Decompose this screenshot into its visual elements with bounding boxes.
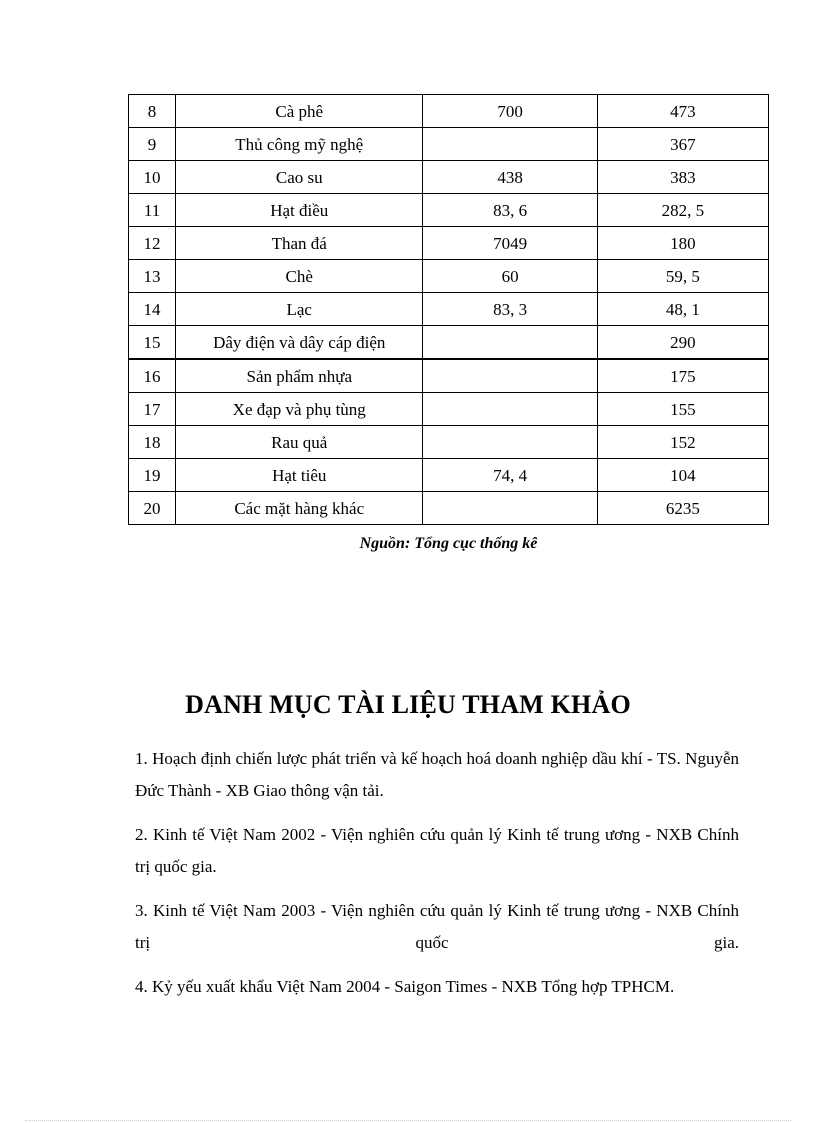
value-2: 175 — [597, 359, 768, 393]
product-name: Rau quả — [176, 426, 423, 459]
product-name: Lạc — [176, 293, 423, 326]
row-number: 12 — [129, 227, 176, 260]
table-row — [129, 260, 769, 293]
table-row — [129, 326, 769, 360]
product-name: Các mặt hàng khác — [176, 492, 423, 525]
table-source-note: Nguồn: Tổng cục thống kê — [359, 535, 538, 552]
row-number: 15 — [129, 326, 176, 360]
table-row — [129, 359, 769, 393]
row-number: 19 — [129, 459, 176, 492]
row-number: 9 — [129, 128, 176, 161]
value-1: 83, 6 — [423, 194, 597, 227]
value-2: 104 — [597, 459, 768, 492]
product-name: Sản phẩm nhựa — [176, 359, 423, 393]
value-1: 7049 — [423, 227, 597, 260]
value-1 — [423, 393, 597, 426]
value-2: 367 — [597, 128, 768, 161]
product-name: Cao su — [176, 161, 423, 194]
value-1: 438 — [423, 161, 597, 194]
value-1: 74, 4 — [423, 459, 597, 492]
table-row — [129, 227, 769, 260]
value-2: 473 — [597, 95, 768, 128]
reference-item: 1. Hoạch định chiến lược phát triển và kế hoạch hoá doanh nghiệp dầu khí - TS. Nguyễn Đức Thành - XB Giao thông vận tải. — [135, 749, 739, 800]
table-row — [129, 128, 769, 161]
table-row — [129, 161, 769, 194]
row-number: 11 — [129, 194, 176, 227]
value-2: 290 — [597, 326, 768, 360]
value-1: 83, 3 — [423, 293, 597, 326]
value-2: 152 — [597, 426, 768, 459]
reference-item: 4. Kỷ yếu xuất khẩu Việt Nam 2004 - Saigon Times - NXB Tổng hợp TPHCM. — [135, 977, 675, 996]
value-2: 59, 5 — [597, 260, 768, 293]
value-2: 180 — [597, 227, 768, 260]
table-row — [129, 95, 769, 128]
row-number: 16 — [129, 359, 176, 393]
row-number: 13 — [129, 260, 176, 293]
product-name: Thủ công mỹ nghệ — [176, 128, 423, 161]
value-2: 155 — [597, 393, 768, 426]
table-row — [129, 459, 769, 492]
export-table — [128, 94, 769, 525]
value-1 — [423, 326, 597, 360]
references-heading: DANH MỤC TÀI LIỆU THAM KHẢO — [185, 690, 631, 719]
row-number: 20 — [129, 492, 176, 525]
product-name: Than đá — [176, 227, 423, 260]
table-row — [129, 426, 769, 459]
value-1 — [423, 492, 597, 525]
row-number: 14 — [129, 293, 176, 326]
value-1 — [423, 359, 597, 393]
row-number: 10 — [129, 161, 176, 194]
value-1 — [423, 128, 597, 161]
product-name: Hạt điều — [176, 194, 423, 227]
value-1: 700 — [423, 95, 597, 128]
table-row — [129, 492, 769, 525]
reference-item: 2. Kinh tế Việt Nam 2002 - Viện nghiên cứu quản lý Kinh tế trung ương - NXB Chính trị quốc gia. — [135, 825, 739, 876]
product-name: Dây điện và dây cáp điện — [176, 326, 423, 360]
value-1 — [423, 426, 597, 459]
product-name: Xe đạp và phụ tùng — [176, 393, 423, 426]
product-name: Hạt tiêu — [176, 459, 423, 492]
value-1: 60 — [423, 260, 597, 293]
reference-item: 3. Kinh tế Việt Nam 2003 - Viện nghiên cứu quản lý Kinh tế trung ương - NXB Chính trị quốc gia. — [135, 901, 739, 952]
row-number: 17 — [129, 393, 176, 426]
table-row — [129, 293, 769, 326]
value-2: 48, 1 — [597, 293, 768, 326]
value-2: 383 — [597, 161, 768, 194]
page-footer-divider — [25, 1120, 791, 1121]
table-row — [129, 393, 769, 426]
row-number: 18 — [129, 426, 176, 459]
value-2: 6235 — [597, 492, 768, 525]
product-name: Chè — [176, 260, 423, 293]
table-row — [129, 194, 769, 227]
product-name: Cà phê — [176, 95, 423, 128]
value-2: 282, 5 — [597, 194, 768, 227]
references-list — [135, 743, 739, 1015]
row-number: 8 — [129, 95, 176, 128]
